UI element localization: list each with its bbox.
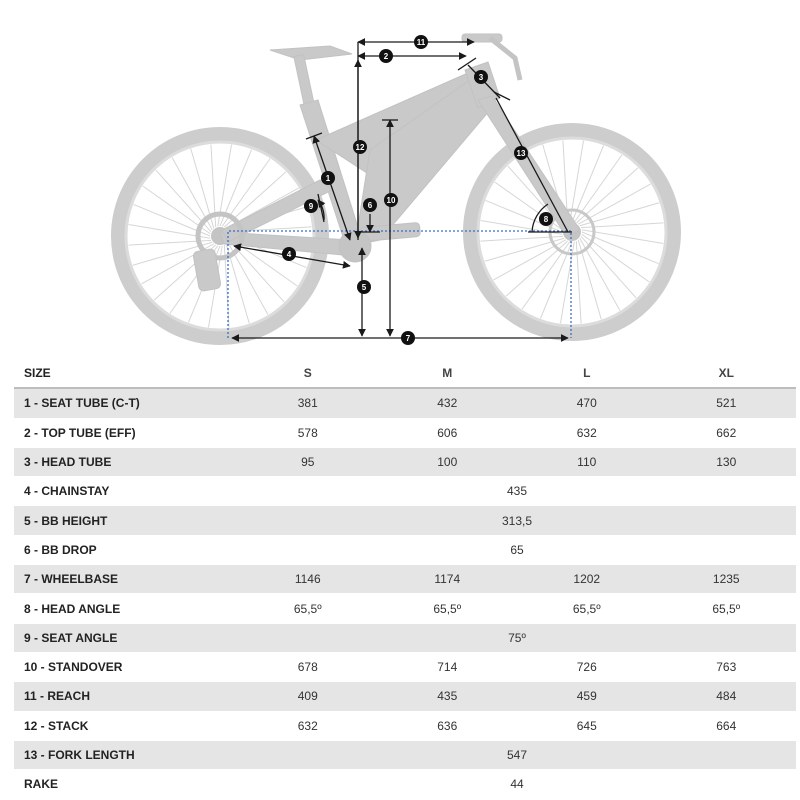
row-value: 110 — [517, 447, 657, 476]
header-size: SIZE — [14, 359, 238, 388]
row-label: 1 - SEAT TUBE (C-T) — [14, 388, 238, 418]
marker-number: 6 — [367, 201, 373, 210]
row-label: 11 - REACH — [14, 682, 238, 711]
table-row — [14, 623, 796, 652]
marker-number: 8 — [543, 215, 549, 224]
marker-number: 12 — [355, 143, 365, 152]
header-size-xl: XL — [657, 359, 797, 388]
table-row — [14, 682, 796, 711]
table-row — [14, 770, 796, 799]
row-value: 432 — [378, 388, 518, 418]
row-value-all-sizes: 313,5 — [238, 506, 796, 535]
row-value: 1146 — [238, 565, 378, 594]
row-label: 12 - STACK — [14, 711, 238, 740]
row-label: 13 - FORK LENGTH — [14, 740, 238, 769]
row-value: 636 — [378, 711, 518, 740]
row-value: 521 — [657, 388, 797, 418]
row-value-all-sizes: 547 — [238, 740, 796, 769]
row-value-all-sizes: 435 — [238, 477, 796, 506]
header-size-m: M — [378, 359, 518, 388]
row-value: 606 — [378, 418, 518, 447]
row-label: RAKE — [14, 770, 238, 799]
row-label: 2 - TOP TUBE (EFF) — [14, 418, 238, 447]
marker-number: 9 — [308, 202, 314, 211]
table-row — [14, 388, 796, 418]
row-value: 484 — [657, 682, 797, 711]
marker-number: 13 — [516, 149, 526, 158]
row-value: 714 — [378, 652, 518, 681]
marker-number: 5 — [361, 283, 367, 292]
row-value-all-sizes: 44 — [238, 770, 796, 799]
table-row — [14, 477, 796, 506]
row-value: 65,5º — [378, 594, 518, 623]
row-label: 5 - BB HEIGHT — [14, 506, 238, 535]
marker-number: 10 — [386, 196, 396, 205]
row-value: 726 — [517, 652, 657, 681]
marker-number: 7 — [405, 334, 411, 343]
marker-number: 11 — [416, 38, 426, 47]
table-row — [14, 594, 796, 623]
row-label: 7 - WHEELBASE — [14, 565, 238, 594]
geometry-table — [14, 359, 796, 799]
row-value: 662 — [657, 418, 797, 447]
table-row — [14, 565, 796, 594]
row-label: 6 - BB DROP — [14, 535, 238, 564]
row-value: 409 — [238, 682, 378, 711]
row-label: 9 - SEAT ANGLE — [14, 623, 238, 652]
row-value: 470 — [517, 388, 657, 418]
row-value: 678 — [238, 652, 378, 681]
row-label: 8 - HEAD ANGLE — [14, 594, 238, 623]
table-row — [14, 652, 796, 681]
row-value: 381 — [238, 388, 378, 418]
row-value: 763 — [657, 652, 797, 681]
table-row — [14, 506, 796, 535]
row-value: 664 — [657, 711, 797, 740]
bike-geometry-diagram — [0, 0, 800, 355]
row-value: 95 — [238, 447, 378, 476]
row-value: 459 — [517, 682, 657, 711]
row-label: 4 - CHAINSTAY — [14, 477, 238, 506]
table-row — [14, 418, 796, 447]
row-value: 65,5º — [517, 594, 657, 623]
row-value: 632 — [517, 418, 657, 447]
marker-number: 1 — [325, 174, 331, 183]
row-value-all-sizes: 65 — [238, 535, 796, 564]
row-value: 130 — [657, 447, 797, 476]
header-size-s: S — [238, 359, 378, 388]
row-label: 10 - STANDOVER — [14, 652, 238, 681]
row-value: 632 — [238, 711, 378, 740]
marker-number: 2 — [383, 52, 389, 61]
table-row — [14, 711, 796, 740]
row-value: 1202 — [517, 565, 657, 594]
table-row — [14, 740, 796, 769]
row-value: 1235 — [657, 565, 797, 594]
table-row — [14, 447, 796, 476]
row-value: 65,5º — [657, 594, 797, 623]
row-value-all-sizes: 75º — [238, 623, 796, 652]
row-value: 578 — [238, 418, 378, 447]
table-row — [14, 535, 796, 564]
row-value: 435 — [378, 682, 518, 711]
marker-number: 3 — [478, 73, 484, 82]
header-size-l: L — [517, 359, 657, 388]
row-value: 100 — [378, 447, 518, 476]
marker-number: 4 — [286, 250, 292, 259]
row-value: 65,5º — [238, 594, 378, 623]
row-value: 645 — [517, 711, 657, 740]
row-value: 1174 — [378, 565, 518, 594]
row-label: 3 - HEAD TUBE — [14, 447, 238, 476]
table-header-row — [14, 359, 796, 388]
